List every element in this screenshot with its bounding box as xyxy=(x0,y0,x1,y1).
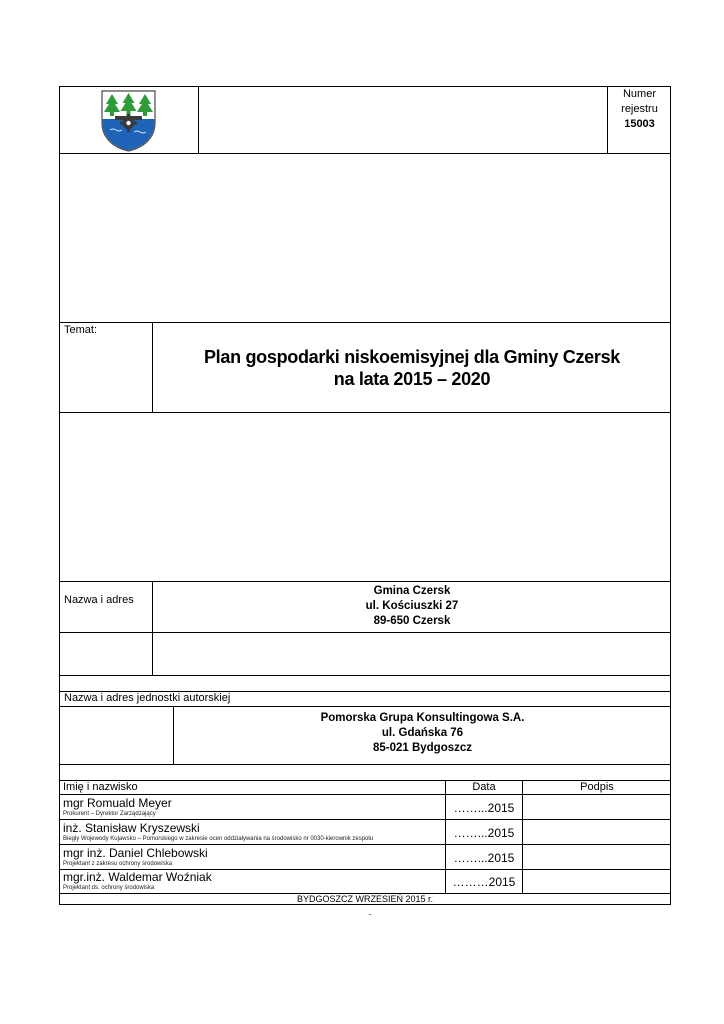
signer-role-1: Prokurent – Dyrektor Zarządzający xyxy=(63,811,156,817)
signer-name-1: mgr Romuald Meyer xyxy=(63,796,172,810)
footer-place-date: BYDGOSZCZ WRZESIEŃ 2015 r. xyxy=(296,894,434,904)
rule-signatures-header-bottom xyxy=(59,794,671,795)
signer-date-4: ………2015 xyxy=(452,875,516,889)
author-unit-name: Pomorska Grupa Konsultingowa S.A. xyxy=(320,712,525,724)
register-number: 15003 xyxy=(624,118,655,130)
author-unit-label: Nazwa i adres jednostki autorskiej xyxy=(64,692,231,704)
client-label: Nazwa i adres xyxy=(64,594,134,606)
rule-author-bottom xyxy=(59,764,671,765)
rule-topic-bottom xyxy=(59,412,671,413)
client-street: ul. Kościuszki 27 xyxy=(365,600,459,612)
signer-date-3: ……...2015 xyxy=(453,851,515,865)
rule-logo-cell-right xyxy=(198,86,199,153)
signer-role-2: Biegły Wojewody Kujawsko – Pomorskiego w zakresie ocen oddziaływania na środowisko nr 0030-kierownik zespołu xyxy=(63,836,374,842)
register-label-line2: rejestru xyxy=(621,103,658,115)
rule-signature-row-1 xyxy=(59,819,671,820)
rule-signature-row-2 xyxy=(59,844,671,845)
rule-header-bottom xyxy=(59,153,671,154)
rule-client-bottom xyxy=(59,675,671,676)
document-title-line1: Plan gospodarki niskoemisyjnej dla Gminy Czersk xyxy=(203,347,621,367)
stray-mark xyxy=(369,914,371,915)
author-unit-city: 85-021 Bydgoszcz xyxy=(372,742,473,754)
signer-date-1: ……...2015 xyxy=(453,801,515,815)
signer-name-3: mgr inż. Daniel Chlebowski xyxy=(63,846,208,860)
signer-name-2: inż. Stanisław Kryszewski xyxy=(63,821,200,835)
client-city: 89-650 Czersk xyxy=(373,615,451,627)
coat-of-arms-logo xyxy=(100,89,157,152)
rule-client-top xyxy=(59,581,671,582)
topic-label: Temat: xyxy=(64,324,98,336)
column-header-date: Data xyxy=(472,781,496,793)
register-label-line1: Numer xyxy=(622,88,656,100)
column-header-name: Imię i nazwisko xyxy=(63,781,138,793)
column-header-signature: Podpis xyxy=(580,781,614,793)
rule-signature-column-left xyxy=(522,780,523,893)
client-name: Gmina Czersk xyxy=(373,585,451,597)
document-title-line2: na lata 2015 – 2020 xyxy=(333,369,491,389)
rule-author-label-bottom xyxy=(59,706,671,707)
rule-client-middle xyxy=(59,632,671,633)
rule-topic-top xyxy=(59,322,671,323)
author-unit-street: ul. Gdańska 76 xyxy=(381,727,464,739)
signer-role-4: Projektant ds. ochrony środowiska xyxy=(63,885,155,891)
signer-role-3: Projektant z zakresu ochrony środowiska xyxy=(63,861,173,867)
signer-name-4: mgr.inż. Waldemar Woźniak xyxy=(63,870,212,884)
signer-date-2: ……...2015 xyxy=(453,826,515,840)
